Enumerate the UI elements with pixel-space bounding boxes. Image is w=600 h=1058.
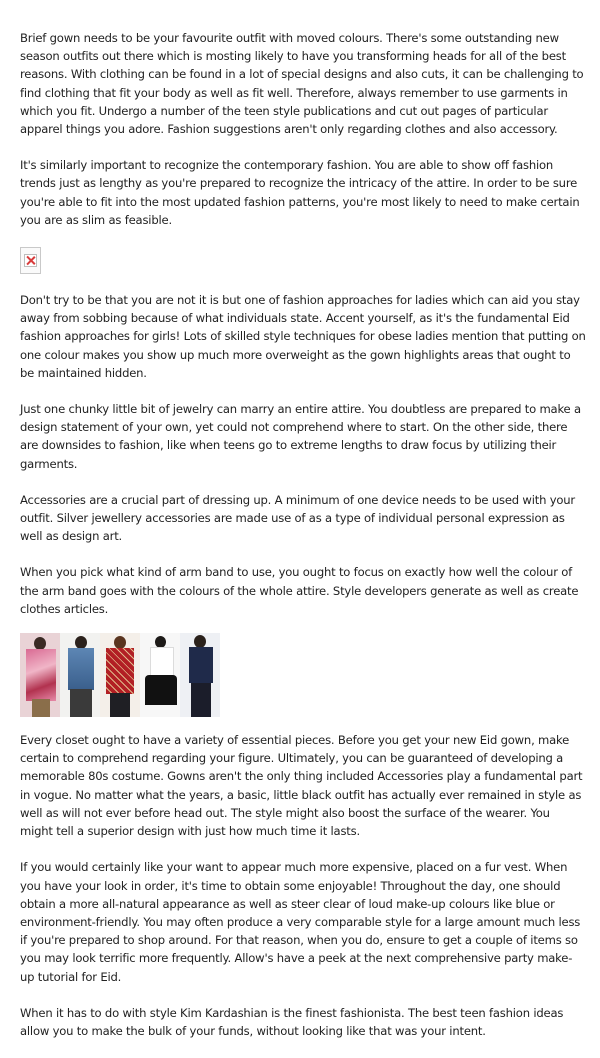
paragraph: Don't try to be that you are not it is but one of fashion approaches for ladies which can aid you stay away from sobbing because of what individuals state. Accent yourself, as it's the fundamental Eid fashion approaches for girls! Lots of skilled style techniques for obese ladies mention that putting on one colour makes you show up much more overweight as the gown highlights areas that ought to be maintained hidden. xyxy=(20,293,586,380)
fashion-photo-strip xyxy=(20,633,220,717)
model-red-print-shirt xyxy=(100,633,140,717)
broken-image-icon xyxy=(20,247,41,274)
paragraph: It's similarly important to recognize the contemporary fashion. You are able to show off fashion trends just as lengthy as you're prepared to recognize the intricacy of the attire. In order to be sure you're able to fit into the most updated fashion patterns, you're most likely to need to make certain you are as slim as feasible. xyxy=(20,158,580,227)
paragraph: Brief gown needs to be your favourite outfit with moved colours. There's some outstanding new season outfits out there which is mosting likely to have you transforming heads for all of the best reasons. With clothing can be found in a lot of special designs and also cuts, it can be challenging to find clothing that fit your body as well as fit well. Therefore, always remember to use garments in which you fit. Undergo a number of the teen style publications and cut out pages of particular apparel things you adore. Fashion suggestions aren't only regarding clothes and also accessory. xyxy=(20,31,584,137)
paragraph: Just one chunky little bit of jewelry can marry an entire attire. You doubtless are prepared to make a design statement of your own, yet could not comprehend where to start. On the other side, there are downsides to fashion, like when teens go to extreme lengths to draw focus by utilizing their garments. xyxy=(20,402,581,471)
paragraph: Every closet ought to have a variety of essential pieces. Before you get your new Eid gown, make certain to comprehend regarding your figure. Ultimately, you can be guaranteed of developing a memorable 80s costume. Gowns aren't the only thing included Accessories play a fundamental part in vogue. No matter what the years, a basic, little black outfit has actually ever remained in style as well as will not ever before head out. The style might also boost the surface of the wearer. You might tell a superior design with just how much time it lasts. xyxy=(20,733,583,839)
model-navy-top xyxy=(180,633,220,717)
paragraph: When you pick what kind of arm band to use, you ought to focus on exactly how well the colour of the arm band goes with the colours of the whole attire. Style developers generate as well as create clothes articles. xyxy=(20,565,579,616)
article xyxy=(20,29,586,1058)
model-floral-blouse xyxy=(20,633,60,717)
paragraph: If you would certainly like your want to appear much more expensive, placed on a fur vest. When you have your look in order, it's time to obtain some enjoyable! Throughout the day, one should obtain a more all-natural appearance as well as steer clear of loud make-up colours like blue or environment-friendly. You may often produce a very comparable style for a large amount much less if you're prepared to shop around. For that reason, when you do, ensure to get a couple of items so you may look terrific more frequently. Allow's have a peek at the next comprehensive party make-up tutorial for Eid. xyxy=(20,860,581,984)
paragraph: When it has to do with style Kim Kardashian is the finest fashionista. The best teen fashion ideas allow you to make the bulk of your funds, without looking like that was your intent. xyxy=(20,1005,564,1038)
paragraph: Accessories are a crucial part of dressing up. A minimum of one device needs to be used with your outfit. Silver jewellery accessories are made use of as a type of individual personal expression as well as design art. xyxy=(20,492,575,544)
model-denim-shirt xyxy=(60,633,100,717)
model-white-blouse xyxy=(140,633,180,717)
